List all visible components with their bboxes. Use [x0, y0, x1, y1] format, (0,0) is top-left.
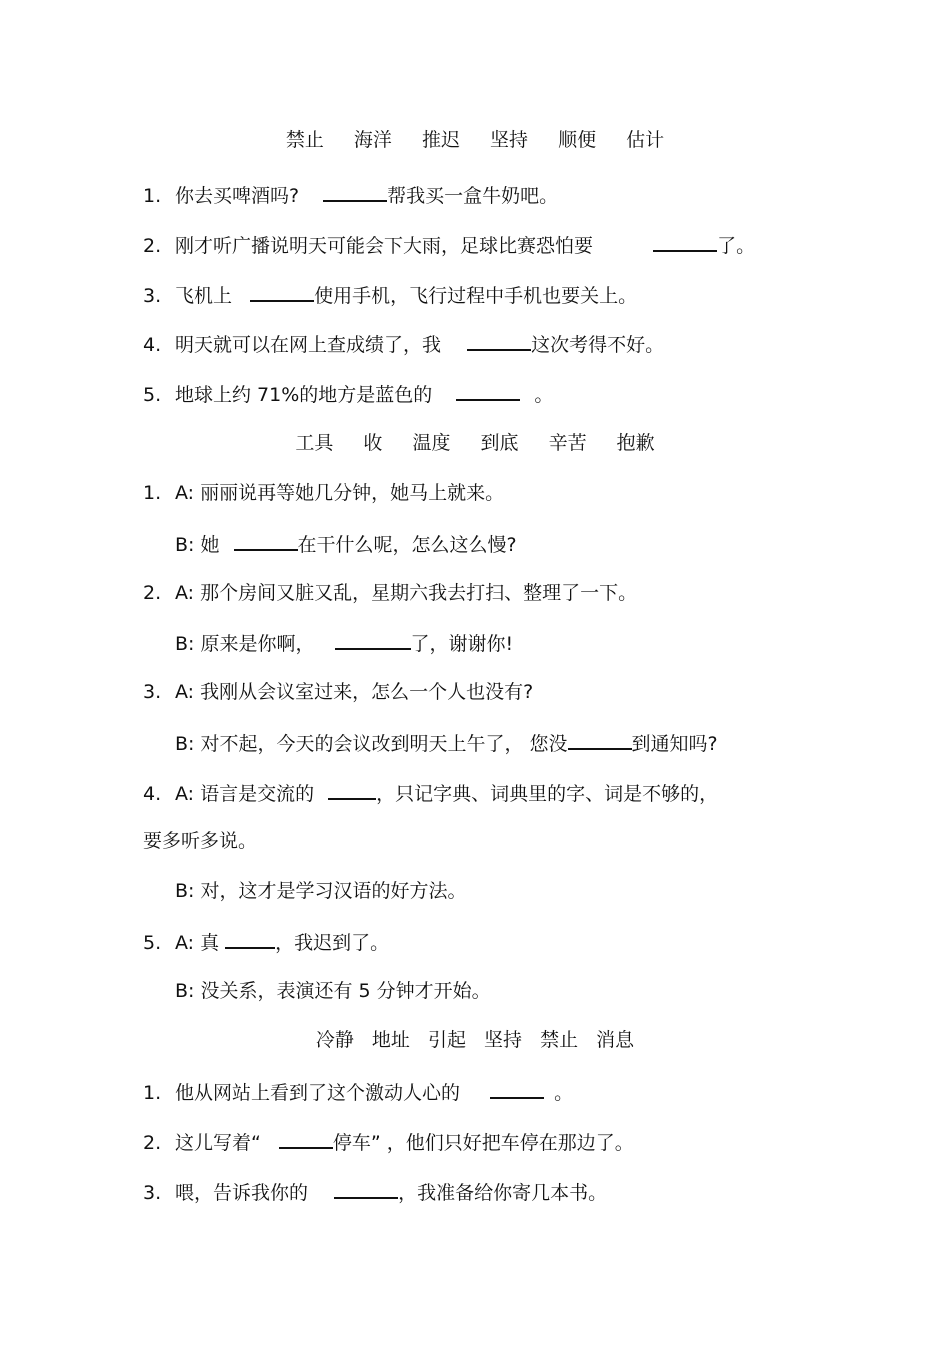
question-3-1 — [143, 1079, 573, 1105]
word-bank-item: 工具 — [295, 432, 334, 454]
answer-blank[interactable] — [490, 1079, 544, 1099]
question-number: 5. — [143, 932, 162, 954]
dialogue-text: A: 那个房间又脏又乱，星期六我去打扫、整理了一下。 — [175, 582, 638, 604]
question-number: 2. — [143, 235, 162, 257]
question-1-1 — [143, 182, 558, 208]
word-bank-item: 到底 — [480, 432, 519, 454]
question-text-pre: 明天就可以在网上查成绩了，我 — [175, 334, 442, 356]
question-text-post: 到通知吗? — [631, 733, 718, 755]
word-bank-item: 估计 — [626, 129, 665, 151]
dialogue-5-b — [175, 979, 491, 1003]
answer-blank[interactable] — [334, 1179, 398, 1199]
dialogue-2-a — [143, 581, 637, 605]
answer-blank[interactable] — [323, 182, 387, 202]
dialogue-4-b — [175, 879, 466, 903]
question-text-pre: 刚才听广播说明天可能会下大雨，足球比赛恐怕要 — [175, 235, 594, 257]
word-bank-1 — [0, 128, 950, 152]
word-bank-item: 地址 — [371, 1029, 410, 1051]
answer-blank[interactable] — [467, 331, 531, 351]
question-3-3 — [143, 1179, 607, 1205]
question-text-pre: 喂，告诉我你的 — [175, 1182, 309, 1204]
word-bank-item: 坚持 — [484, 1029, 523, 1051]
word-bank-item: 禁止 — [285, 129, 324, 151]
dialogue-4-continued — [143, 829, 257, 853]
word-bank-item: 海洋 — [353, 129, 392, 151]
word-bank-item: 冷静 — [315, 1029, 354, 1051]
question-text-post: 在干什么呢，怎么这么慢? — [297, 534, 517, 556]
word-bank-3 — [0, 1028, 950, 1052]
dialogue-text: 要多听多说。 — [143, 830, 258, 852]
word-bank-item: 禁止 — [540, 1029, 579, 1051]
answer-blank[interactable] — [653, 232, 717, 252]
dialogue-3-b — [175, 730, 718, 756]
question-text-post: ，我准备给你寄几本书。 — [398, 1182, 608, 1204]
word-bank-item: 顺便 — [558, 129, 597, 151]
question-text-post: 了，谢谢你! — [410, 633, 514, 655]
question-text-pre: 他从网站上看到了这个激动人心的 — [175, 1082, 461, 1104]
word-bank-2 — [0, 431, 950, 455]
question-number: 1. — [143, 1082, 162, 1104]
dialogue-text: B: 没关系，表演还有 5 分钟才开始。 — [175, 980, 491, 1002]
question-number: 3. — [143, 285, 162, 307]
question-number: 3. — [143, 1182, 162, 1204]
question-text-pre: A: 真 — [175, 932, 220, 954]
word-bank-item: 消息 — [596, 1029, 635, 1051]
question-text-pre: 地球上约 71%的地方是蓝色的 — [175, 384, 433, 406]
question-number: 1. — [143, 482, 162, 504]
question-text-pre: 你去买啤酒吗? — [175, 185, 300, 207]
dialogue-text: B: 对，这才是学习汉语的好方法。 — [175, 880, 467, 902]
question-text-post: 。 — [554, 1082, 574, 1104]
question-number: 4. — [143, 783, 162, 805]
question-1-3 — [143, 282, 637, 308]
dialogue-4-a — [143, 780, 718, 806]
dialogue-3-a — [143, 680, 533, 704]
dialogue-1-b — [175, 531, 517, 557]
question-1-2 — [143, 232, 755, 258]
question-number: 5. — [143, 384, 162, 406]
question-number: 1. — [143, 185, 162, 207]
answer-blank[interactable] — [225, 929, 275, 949]
question-number: 2. — [143, 1132, 162, 1154]
question-text-pre: A: 语言是交流的 — [175, 783, 315, 805]
dialogue-text: A: 丽丽说再等她几分钟，她马上就来。 — [175, 482, 505, 504]
answer-blank[interactable] — [456, 381, 520, 401]
word-bank-item: 辛苦 — [548, 432, 587, 454]
question-text-pre: 这儿写着“ — [175, 1132, 261, 1154]
dialogue-5-a — [143, 929, 389, 955]
word-bank-item: 坚持 — [490, 129, 529, 151]
question-text-post: ，我迟到了。 — [275, 932, 390, 954]
answer-blank[interactable] — [328, 780, 376, 800]
question-text-pre: B: 她 — [175, 534, 220, 556]
question-text-post: 。 — [534, 384, 554, 406]
question-text-post: 使用手机，飞行过程中手机也要关上。 — [314, 285, 638, 307]
question-text-post: 停车” ，他们只好把车停在那边了。 — [332, 1132, 634, 1154]
answer-blank[interactable] — [335, 630, 411, 650]
word-bank-item: 温度 — [412, 432, 451, 454]
dialogue-text: A: 我刚从会议室过来，怎么一个人也没有? — [175, 681, 534, 703]
answer-blank[interactable] — [568, 730, 632, 750]
word-bank-item: 抱歉 — [616, 432, 655, 454]
question-text-post: 了。 — [717, 235, 756, 257]
question-1-4 — [143, 331, 664, 357]
question-number: 4. — [143, 334, 162, 356]
question-text-pre: B: 原来是你啊， — [175, 633, 315, 655]
dialogue-2-b — [175, 630, 513, 656]
question-number: 2. — [143, 582, 162, 604]
question-1-5 — [143, 381, 553, 407]
answer-blank[interactable] — [234, 531, 298, 551]
answer-blank[interactable] — [279, 1129, 333, 1149]
word-bank-item: 推迟 — [421, 129, 460, 151]
word-bank-item: 引起 — [427, 1029, 466, 1051]
answer-blank[interactable] — [250, 282, 314, 302]
question-text-post: ，只记字典、词典里的字、词是不够的， — [376, 783, 719, 805]
question-text-pre: B: 对不起，今天的会议改到明天上午了， 您没 — [175, 733, 568, 755]
question-text-post: 这次考得不好。 — [531, 334, 665, 356]
question-text-pre: 飞机上 — [175, 285, 233, 307]
dialogue-1-a — [143, 481, 504, 505]
word-bank-item: 收 — [363, 432, 383, 454]
question-3-2 — [143, 1129, 634, 1155]
question-text-post: 帮我买一盒牛奶吧。 — [387, 185, 559, 207]
question-number: 3. — [143, 681, 162, 703]
